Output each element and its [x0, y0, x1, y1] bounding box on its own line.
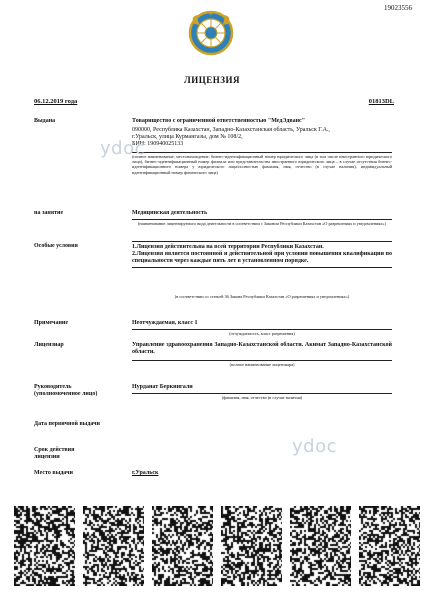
qr-code-1 [14, 506, 75, 586]
qr-code-5 [290, 506, 351, 586]
divider [132, 329, 392, 330]
head-label-line2: (уполномоченное лицо) [34, 391, 98, 397]
licensee-bin: БИН: 190940025133 [132, 141, 184, 147]
divider [132, 360, 392, 361]
watermark: ydoc [100, 138, 145, 159]
licensor-label: Лицензиар [34, 342, 64, 348]
validity-label-line1: Срок действия [34, 447, 75, 453]
head-caption: (фамилия, имя, отчество (в случае наличия) [221, 395, 303, 400]
divider [132, 152, 392, 153]
conditions-label: Особые условия [34, 243, 78, 249]
page-title: ЛИЦЕНЗИЯ [184, 75, 240, 85]
first-issue-label: Дата первичной выдачи [34, 421, 101, 427]
licensee-name: Товарищество с ограниченной ответственностью "МедЭдванс" [132, 118, 306, 124]
place-value: г.Уральск [132, 470, 159, 476]
issued-to-label: Выдана [34, 118, 56, 124]
qr-code-4 [221, 506, 282, 586]
note-value: Неотчуждаемая, класс 1 [132, 320, 198, 326]
validity-label [34, 447, 74, 461]
licensor-value: Управление здравоохранения Западно-Казахстанской области. Акимат Западно-Казахстанской области. [132, 342, 392, 355]
activity-value: Медицинская деятельность [132, 210, 208, 216]
license-number: 01813DL [368, 98, 394, 105]
note-label: Примечание [34, 320, 69, 326]
licensor-caption: (полное наименование лицензиара) [229, 362, 295, 367]
licensee-address-2: г.Уральск, улица Курмангазы, дом № 108/2, [132, 134, 243, 140]
conditions-value [132, 241, 392, 268]
issued-to-caption: (полное наименование, местонахождение, бизнес-идентификационный номер юридического лица (в том числе иностранного юридического лица), бизнес-идентификационный номер филиала или представительства иностранного юридического лица – в случае отсутствия бизнес-идентификационного номера у юридического лица/полностью фамилия, имя, отчество (в случае наличия), индивидуальный идентификационный номер физического лица) [132, 154, 392, 175]
divider [132, 219, 392, 220]
head-value: Нурданат Беркингали [132, 384, 193, 390]
issue-date: 06.12.2019 года [34, 98, 78, 105]
head-label [34, 384, 97, 398]
activity-caption: (наименование лицензируемого вида деятельности в соответствии с Законом Республики Казахстан «О разрешениях и уведомлениях») [137, 221, 387, 226]
note-caption: (отчуждаемость, класс разрешения) [229, 331, 295, 336]
divider [132, 393, 392, 394]
activity-label: на занятие [34, 210, 64, 216]
place-label: Место выдачи [34, 470, 73, 476]
document-id: 19023556 [384, 4, 412, 12]
watermark: ydoc [292, 436, 337, 457]
qr-code-6 [359, 506, 420, 586]
qr-code-2 [83, 506, 144, 586]
validity-label-line2: лицензии [34, 454, 60, 460]
qr-code-3 [152, 506, 213, 586]
head-label-line1: Руководитель [34, 384, 72, 390]
licensee-address-1: 090000, Республика Казахстан, Западно-Казахстанская область, Уральск Г.А., [132, 127, 330, 133]
issued-to-value [132, 118, 392, 148]
condition-1: 1.Лицензия действительна на всей территории Республики Казахстан. [132, 244, 324, 250]
state-emblem [188, 10, 234, 56]
conditions-caption: (в соответствии со статьей 36 Закона Республики Казахстан «О разрешениях и уведомлениях») [174, 294, 350, 299]
condition-2: 2.Лицензия является постоянной и действительной при условии повышения квалификации по специальности через каждые пять лет в установленном порядке. [132, 251, 392, 264]
